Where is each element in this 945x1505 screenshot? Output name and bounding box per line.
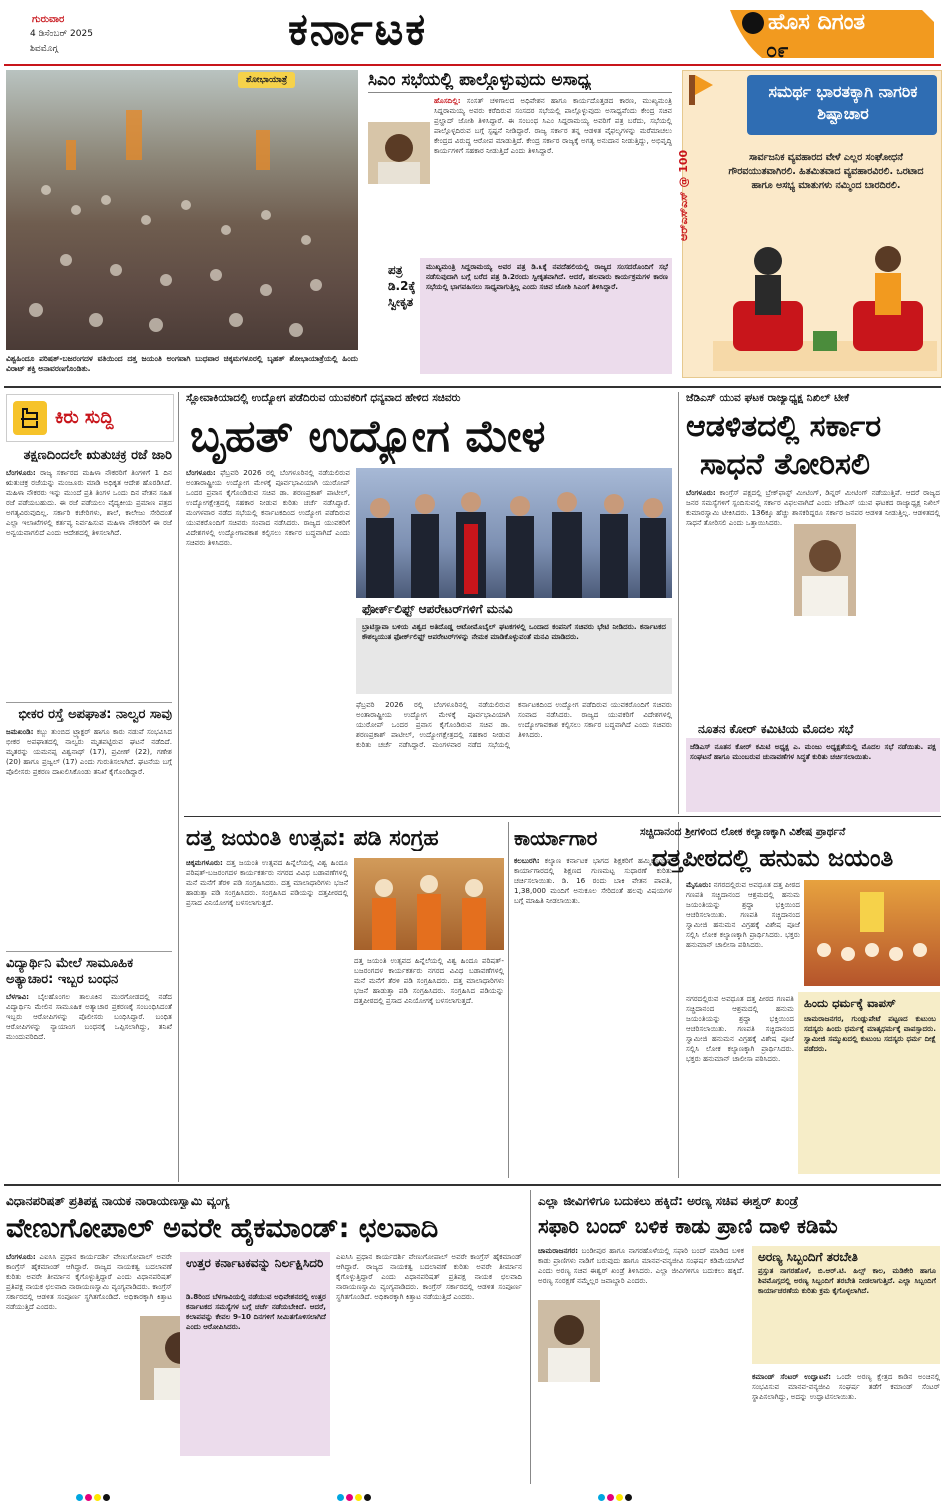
jobfair-body (186, 468, 350, 810)
jds-box-title: ನೂತನ ಕೋರ್ ಕಮಿಟಿಯ ಮೊದಲ ಸಭೆ (698, 722, 854, 736)
khandre-box1-title: ಅರಣ್ಯ ಸಿಬ್ಬಂದಿಗೆ ತರಬೇತಿ (758, 1250, 858, 1264)
cm-dateline: ಹೊಸದಿಲ್ಲಿ: (434, 96, 461, 105)
row1-rule (4, 386, 941, 388)
datta-photo (354, 858, 504, 950)
khandre-box1-body: ಪ್ರಸ್ತುತ ನಾಗರಹೊಳೆ, ಬಿ.ಆರ್.ಟಿ. ಹಿಲ್ಸ್ ಕಾಲ, ಮಡಿಕೇರಿ ಹಾಗೂ ಶಿವಮೊಗ್ಗದಲ್ಲಿ ಅರಣ್ಯ ಸಿಬ್ಬಂದಿಗೆ ತರಬೇತಿ ನೀಡಲಾಗುತ್ತಿದೆ. ಎಲ್ಲಾ ಸಿಬ್ಬಂದಿಗೆ ಕಾರ್ಯಾಚರಣೆಯ ಕುರಿತು ಕ್ರಮ ಕೈಗೊಳ್ಳಲಾಗಿದೆ. (758, 1266, 936, 1295)
karyagara-dateline: ಕಲಬುರಗಿ: (514, 856, 540, 865)
khandre-portrait (538, 1300, 600, 1382)
cm-rule (368, 92, 672, 93)
khandre-headline-2: ಸಫಾರಿ ಬಂದ್ ಬಳಿಕ ಕಾಡು ಪ್ರಾಣಿ ದಾಳಿ ಕಡಿಮೆ (538, 1214, 839, 1238)
jobfair-dateline: ಬೆಂಗಳೂರು: (186, 468, 216, 477)
bottom-rule (4, 1184, 941, 1186)
col-rule (178, 392, 179, 1182)
datta-text: ದತ್ತ ಜಯಂತಿ ಉತ್ಸವದ ಹಿನ್ನೆಲೆಯಲ್ಲಿ ವಿಶ್ವ ಹಿಂದೂ ಪರಿಷತ್-ಬಜರಂಗದಳ ಕಾರ್ಯಕರ್ತರು ನಗರದ ವಿವಿಧ ಬಡಾವಣೆಗಳಲ್ಲಿ ಮನೆ ಮನೆಗೆ ತೆರಳಿ ಪಡಿ ಸಂಗ್ರಹಿಸಿದರು. ದತ್ತ ಮಾಲಾಧಾರಿಗಳು ಭಜನೆ ಹಾಡುತ್ತಾ ಪಡಿ ಸಂಗ್ರಹಿಸಿದರು. ಸಂಗ್ರಹಿಸಿದ ಪಡಿಯನ್ನು ದತ್ತಪೀಠದಲ್ಲಿ ಪ್ರಸಾದ ವಿನಿಯೋಗಕ್ಕೆ ಬಳಸಲಾಗುತ್ತದೆ. (186, 858, 348, 907)
photo-tag: ಶೋಭಾಯಾತ್ರೆ (238, 72, 295, 88)
hanuma-box-body: ಚಾಮರಾಜನಗರ, ಗುಂಡ್ಲುಪೇಟೆ ಪಟ್ಟಣದ ಕುಟುಂಬ ಸದಸ್ಯರು ಹಿಂದು ಧರ್ಮಕ್ಕೆ ಮಾತೃಧರ್ಮಕ್ಕೆ ವಾಪಸ್ಸಾದರು. ಸ್ವಾಮೀಜಿ ಸಮ್ಮುಖದಲ್ಲಿ ಕುಟುಂಬ ಸದಸ್ಯರು ಧರ್ಮ ದೀಕ್ಷೆ ಪಡೆದರು. (804, 1014, 936, 1053)
brief-2-dateline: ಜಮಖಂಡಿ: (6, 727, 34, 736)
kirusuddi-title: ಕಿರು ಸುದ್ದಿ (55, 407, 114, 428)
diya-icon (742, 12, 764, 34)
hanuma-kicker: ಸಚ್ಚಿದಾನಂದ ಶ್ರೀಗಳಿಂದ ಲೋಕ ಕಲ್ಯಾಣಕ್ಕಾಗಿ ವಿಶೇಷ ಪ್ರಾರ್ಥನೆ (640, 826, 846, 838)
issue-day: ಗುರುವಾರ (32, 14, 65, 25)
brief-3-body (6, 992, 172, 1172)
jds-headline-2: ಸಾಧನೆ ತೋರಿಸಲಿ (700, 447, 870, 482)
procession-photo (6, 70, 358, 350)
jobfair-caption-title: ಫೋರ್ಕ್‌ಲಿಫ್ಟ್ ಆಪರೇಟರ್‌ಗಳಿಗೆ ಮನವಿ (362, 602, 513, 616)
kirusuddi-column (6, 444, 172, 1174)
mid-rule (184, 816, 941, 817)
cm-body (368, 96, 672, 254)
jds-body (686, 488, 940, 714)
jds-box-body: ಜೆಡಿಎಸ್ ನೂತನ ಕೋರ್ ಕಮಿಟಿ ಅಧ್ಯಕ್ಷ ಎ. ಮಂಜು ಅಧ್ಯಕ್ಷತೆಯಲ್ಲಿ ಮೊದಲ ಸಭೆ ನಡೆಯಿತು. ಪಕ್ಷ ಸಂಘಟನೆ ಹಾಗೂ ಮುಂಬರುವ ಚುನಾವಣೆಗಳ ಸಿದ್ಧತೆ ಕುರಿತು ಚರ್ಚಿಸಲಾಯಿತು. (690, 742, 936, 761)
masthead-rule (4, 64, 941, 66)
brief-2-text: ಕಬ್ಬು ತುಂಬಿದ ಟ್ರ್ಯಾಕ್ಟರ್ ಹಾಗೂ ಕಾರು ನಡುವೆ ಸಂಭವಿಸಿದ ಭೀಕರ ಅಪಘಾತದಲ್ಲಿ ನಾಲ್ವರು ಮೃತಪಟ್ಟಿರುವ ಘಟನೆ ನಡೆದಿದೆ. ಮೃತರನ್ನು ಯಮನಪ್ಪ ವಿಶ್ವನಾಥ್ (17), ಪ್ರವೀಣ್ (22), ಗಣೇಶ (20) ಹಾಗೂ ಪ್ರಜ್ವಲ್ (17) ಎಂದು ಗುರುತಿಸಲಾಗಿದೆ. ಘಟನೆಯ ಬಗ್ಗೆ ಪೊಲೀಸರು ಪ್ರಕರಣ ದಾಖಲಿಸಿಕೊಂಡು ತನಿಖೆ ಕೈಗೊಂಡಿದ್ದಾರೆ. (6, 727, 172, 776)
hanuma-cont-text: ನಗರದಲ್ಲಿರುವ ಅವಧೂತ ದತ್ತ ಪೀಠದ ಗಣಪತಿ ಸಚ್ಚಿದಾನಂದ ಆಶ್ರಮದಲ್ಲಿ ಹನುಮ ಜಯಂತಿಯನ್ನು ಶ್ರದ್ಧಾ ಭಕ್ತಿಯಿಂದ ಆಚರಿಸಲಾಯಿತು. ಗಣಪತಿ ಸಚ್ಚಿದಾನಂದ ಸ್ವಾಮೀಜಿ ಹನುಮನ ವಿಗ್ರಹಕ್ಕೆ ವಿಶೇಷ ಪೂಜೆ ಸಲ್ಲಿಸಿ ಲೋಕ ಕಲ್ಯಾಣಕ್ಕಾಗಿ ಪ್ರಾರ್ಥಿಸಿದರು. ಭಕ್ತರು ಹನುಮಾನ್ ಚಾಲೀಸಾ ಪಠಿಸಿದರು. (686, 994, 794, 1063)
jobfair-body-cont (356, 700, 672, 810)
jds-headline-1: ಆಡಳಿತದಲ್ಲಿ ಸರ್ಕಾರ (686, 409, 882, 444)
karyagara-body (514, 856, 672, 1176)
khandre-text: ಬಂಡೀಪುರ ಹಾಗೂ ನಾಗರಹೊಳೆಯಲ್ಲಿ ಸಫಾರಿ ಬಂದ್ ಮಾಡಿದ ಬಳಿಕ ಕಾಡು ಪ್ರಾಣಿಗಳು ನಾಡಿಗೆ ಬರುವುದು ಹಾಗೂ ಮಾನವ-ವನ್ಯಜೀವಿ ಸಂಘರ್ಷ ಕಡಿಮೆಯಾಗಿದೆ ಎಂದು ಅರಣ್ಯ ಸಚಿವ ಈಶ್ವರ್ ಖಂಡ್ರೆ ತಿಳಿಸಿದರು. ಎಲ್ಲಾ ಜೀವಿಗಳಿಗೂ ಬದುಕಲು ಹಕ್ಕಿದೆ. ಅರಣ್ಯ ಸಂರಕ್ಷಣೆ ನಮ್ಮೆಲ್ಲರ ಜವಾಬ್ದಾರಿ ಎಂದರು. (538, 1246, 744, 1285)
masthead (0, 0, 945, 64)
letter-box-body: ಮುಖ್ಯಮಂತ್ರಿ ಸಿದ್ದರಾಮಯ್ಯ ಅವರ ಪತ್ರ ಡಿ.೩ಕ್ಕೆ ನವದೆಹಲಿಯಲ್ಲಿ ರಾಜ್ಯದ ಸಂಸದರೊಂದಿಗೆ ಸಭೆ ನಡೆಸುವುದಾಗಿ ಬಗ್ಗೆ ಬರೆದ ಪತ್ರ ಡಿ.2ರಂದು ಸ್ವೀಕೃತವಾಗಿದೆ. ಆದರೆ, ಹಲವಾರು ಕಾರ್ಯಕ್ರಮಗಳ ಕಾರಣ ಸಭೆಯಲ್ಲಿ ಭಾಗವಹಿಸಲು ಸಾಧ್ಯವಾಗುತ್ತಿಲ್ಲ ಎಂದು ಸಚಿವ ಜೋಶಿ ಸಿಎಂಗೆ ತಿಳಿಸಿದ್ದಾರೆ. (426, 262, 668, 291)
khandre-box2 (752, 1372, 940, 1484)
brief-3-dateline: ಬೆಳಗಾವಿ: (6, 992, 30, 1001)
jds-dateline: ಬೆಂಗಳೂರು: (686, 488, 716, 497)
hanuma-text: ನಗರದಲ್ಲಿರುವ ಅವಧೂತ ದತ್ತ ಪೀಠದ ಗಣಪತಿ ಸಚ್ಚಿದಾನಂದ ಆಶ್ರಮದಲ್ಲಿ ಹನುಮ ಜಯಂತಿಯನ್ನು ಶ್ರದ್ಧಾ ಭಕ್ತಿಯಿಂದ ಆಚರಿಸಲಾಯಿತು. ಗಣಪತಿ ಸಚ್ಚಿದಾನಂದ ಸ್ವಾಮೀಜಿ ಹನುಮನ ವಿಗ್ರಹಕ್ಕೆ ವಿಶೇಷ ಪೂಜೆ ಸಲ್ಲಿಸಿ ಲೋಕ ಕಲ್ಯಾಣಕ್ಕಾಗಿ ಪ್ರಾರ್ಥಿಸಿದರು. ಭಕ್ತರು ಹನುಮಾನ್ ಚಾಲೀಸಾ ಪಠಿಸಿದರು. (686, 880, 800, 949)
paper-name: ಹೊಸ ದಿಗಂತ (768, 10, 866, 35)
brief-1-dateline: ಬೆಂಗಳೂರು: (6, 468, 36, 477)
jobfair-caption-body: ಬ್ರಾಟಿಸ್ಲಾವಾ ಬಳಿಯ ವಿಶ್ವದ ಅತಿದೊಡ್ಡ ಆಟೋಮೊಬೈಲ್ ಘಟಕಗಳಲ್ಲಿ ಒಂದಾದ ಕಂಪನಿಗೆ ಸಚಿವರು ಭೇಟಿ ನೀಡಿದರು. ಕರ್ನಾಟಕದ ಕೌಶಲ್ಯಯುತ ಫೋರ್ಕ್‌ಲಿಫ್ಟ್ ಆಪರೇಟರ್‌ಗಳನ್ನು ನೇಮಕ ಮಾಡಿಕೊಳ್ಳುವಂತೆ ಮನವಿ ಮಾಡಿದರು. (362, 622, 666, 641)
photo-caption: ವಿಶ್ವಹಿಂದೂ ಪರಿಷತ್-ಬಜರಂಗದಳ ವತಿಯಿಂದ ದತ್ತ ಜಯಂತಿ ಅಂಗವಾಗಿ ಬುಧವಾರ ಚಿಕ್ಕಮಗಳೂರಲ್ಲಿ ಬೃಹತ್ ಶೋಭಾಯಾತ್ರೆಯಲ್ಲಿ ಹಿಂದು ವಿರಾಟ್ ಶಕ್ತಿ ಅನಾವರಣಗೊಂಡಿತು. (6, 354, 358, 373)
issue-date: 4 ಡಿಸೆಂಬರ್ 2025 (30, 29, 93, 39)
hanuma-body-2 (686, 994, 794, 1174)
ad-headline: ಸಮರ್ಥ ಭಾರತಕ್ಕಾಗಿ ನಾಗರಿಕ ಶಿಷ್ಟಾಚಾರ (768, 82, 918, 123)
venugopal-body-cont (336, 1252, 522, 1484)
brief-3-text: ಬೈಲಹೊಂಗಲ ತಾಲೂಕಿನ ಮುರಗೋಡದಲ್ಲಿ ನಡೆದ ವಿದ್ಯಾರ್ಥಿನಿ ಮೇಲಿನ ಸಾಮೂಹಿಕ ಅತ್ಯಾಚಾರ ಪ್ರಕರಣಕ್ಕೆ ಸಂಬಂಧಿಸಿದಂತೆ ಇಬ್ಬರು ಆರೋಪಿಗಳನ್ನು ಪೊಲೀಸರು ಬಂಧಿಸಿದ್ದಾರೆ. ಬಂಧಿತ ಆರೋಪಿಗಳನ್ನು ನ್ಯಾಯಾಂಗ ಬಂಧನಕ್ಕೆ ಒಪ್ಪಿಸಲಾಗಿದ್ದು, ತನಿಖೆ ಮುಂದುವರಿದಿದೆ. (6, 992, 172, 1041)
col-rule (530, 1190, 531, 1484)
letter-box-title: ಪತ್ರ ಡಿ.2ಕ್ಕೆ ಸ್ವೀಕೃತ (388, 263, 416, 309)
khandre-dateline: ಚಾಮರಾಜನಗರ: (538, 1246, 579, 1255)
brief-3-title: ವಿದ್ಯಾರ್ಥಿನಿ ಮೇಲೆ ಸಾಮೂಹಿಕ ಅತ್ಯಾಚಾರ: ಇಬ್ಬರ ಬಂಧನ (6, 956, 134, 987)
civic-ad (677, 70, 942, 378)
brief-1-text: ರಾಜ್ಯ ಸರ್ಕಾರದ ಮಹಿಳಾ ನೌಕರರಿಗೆ ತಿಂಗಳಿಗೆ 1 ದಿನ ಋತುಚಕ್ರ ರಜೆಯನ್ನು ಮಂಜೂರು ಮಾಡಿ ಅಧಿಕೃತ ಆದೇಶ ಹೊರಡಿಸಿದೆ. ಮಹಿಳಾ ನೌಕರರು ಇನ್ನು ಮುಂದೆ ಪ್ರತಿ ತಿಂಗಳ ಒಂದು ದಿನ ವೇತನ ಸಹಿತ ರಜೆ ಪಡೆಯಬಹುದು. ಈ ರಜೆ ಪಡೆಯಲು ವೈದ್ಯಕೀಯ ಪ್ರಮಾಣ ಪತ್ರದ ಅಗತ್ಯವಿರುವುದಿಲ್ಲ. ಸರ್ಕಾರಿ ಕಚೇರಿಗಳು, ಶಾಲೆ, ಕಾಲೇಜು ಸೇರಿದಂತೆ ಎಲ್ಲಾ ಇಲಾಖೆಗಳಲ್ಲಿ ಕರ್ತವ್ಯ ನಿರ್ವಹಿಸುವ ಮಹಿಳಾ ನೌಕರರಿಗೆ ಈ ರಜೆ ಅನ್ವಯವಾಗಲಿದೆ ಎಂದು ಆದೇಶದಲ್ಲಿ ತಿಳಿಸಲಾಗಿದೆ. (6, 468, 172, 537)
jds-kicker: ಜೆಡಿಎಸ್ ಯುವ ಘಟಕ ರಾಜ್ಯಾಧ್ಯಕ್ಷ ನಿಖಿಲ್ ಟೀಕೆ (686, 392, 850, 404)
paper-logo (722, 2, 937, 62)
venugopal-kicker: ವಿಧಾನಪರಿಷತ್ ಪ್ರತಿಪಕ್ಷ ನಾಯಕ ನಾರಾಯಣಸ್ವಾಮಿ ವ್ಯಂಗ್ಯ (6, 1194, 230, 1208)
jobfair-text: ಫೆಬ್ರವರಿ 2026 ರಲ್ಲಿ ಬೆಂಗಳೂರಿನಲ್ಲಿ ನಡೆಯಲಿರುವ ಅಂತಾರಾಷ್ಟ್ರೀಯ ಉದ್ಯೋಗ ಮೇಳಕ್ಕೆ ಪೂರ್ವಭಾವಿಯಾಗಿ ಯುರೋಪ್ ಒಂದರ ಪ್ರವಾಸ ಕೈಗೊಂಡಿರುವ ಸಚಿವ ಡಾ. ಶರಣಪ್ರಕಾಶ್ ಪಾಟೀಲ್, ಉದ್ಯೋಗಕ್ಷೇತ್ರದಲ್ಲಿ ಸಹಕಾರ ನೀಡುವ ಕುರಿತು ಚರ್ಚೆ ನಡೆಸಿದ್ದಾರೆ. ಮಂಗಳವಾರ ನಡೆದ ಸಭೆಯಲ್ಲಿ ಕರ್ನಾಟಕದಿಂದ ಉದ್ಯೋಗ ಪಡೆದಿರುವ ಯುವಕರೊಂದಿಗೆ ಸಚಿವರು ಸಂವಾದ ನಡೆಸಿದರು. ರಾಜ್ಯದ ಯುವಕರಿಗೆ ವಿದೇಶಗಳಲ್ಲಿ ಉದ್ಯೋಗಾವಕಾಶ ಕಲ್ಪಿಸಲು ಸರ್ಕಾರ ಬದ್ಧವಾಗಿದೆ ಎಂದು ಸಚಿವರು ತಿಳಿಸಿದರು. (186, 468, 350, 547)
cm-headline: ಸಿಎಂ ಸಭೆಯಲ್ಲಿ ಪಾಲ್ಗೊಳ್ಳುವುದು ಅಸಾಧ್ಯ (368, 70, 591, 90)
ad-vertical-label: ಆರ್‌ಎಸ್‌ಎಸ್ @ 100 (677, 149, 690, 241)
brief-1-title: ತಕ್ಷಣದಿಂದಲೇ ಋತುಚಕ್ರ ರಜೆ ಜಾರಿ (23, 448, 172, 463)
issue-city: ಶಿವಮೊಗ್ಗ (30, 44, 58, 54)
jobfair-cont-text: ಫೆಬ್ರವರಿ 2026 ರಲ್ಲಿ ಬೆಂಗಳೂರಿನಲ್ಲಿ ನಡೆಯಲಿರುವ ಅಂತಾರಾಷ್ಟ್ರೀಯ ಉದ್ಯೋಗ ಮೇಳಕ್ಕೆ ಪೂರ್ವಭಾವಿಯಾಗಿ ಯುರೋಪ್ ಒಂದರ ಪ್ರವಾಸ ಕೈಗೊಂಡಿರುವ ಸಚಿವ ಡಾ. ಶರಣಪ್ರಕಾಶ್ ಪಾಟೀಲ್, ಉದ್ಯೋಗಕ್ಷೇತ್ರದಲ್ಲಿ ಸಹಕಾರ ನೀಡುವ ಕುರಿತು ಚರ್ಚೆ ನಡೆಸಿದ್ದಾರೆ. ಮಂಗಳವಾರ ನಡೆದ ಸಭೆಯಲ್ಲಿ ಕರ್ನಾಟಕದಿಂದ ಉದ್ಯೋಗ ಪಡೆದಿರುವ ಯುವಕರೊಂದಿಗೆ ಸಚಿವರು ಸಂವಾದ ನಡೆಸಿದರು. ರಾಜ್ಯದ ಯುವಕರಿಗೆ ವಿದೇಶಗಳಲ್ಲಿ ಉದ್ಯೋಗಾವಕಾಶ ಕಲ್ಪಿಸಲು ಸರ್ಕಾರ ಬದ್ಧವಾಗಿದೆ ಎಂದು ಸಚಿವರು ತಿಳಿಸಿದರು. (356, 700, 672, 749)
hanuma-body (686, 880, 800, 990)
hanuma-dateline: ಮೈಸೂರು: (686, 880, 712, 889)
khandre-headline-1: ಎಲ್ಲಾ ಜೀವಿಗಳಿಗೂ ಬದುಕಲು ಹಕ್ಕಿದೆ: ಅರಣ್ಯ ಸಚಿವ ಈಶ್ವರ್ ಖಂಡ್ರೆ (538, 1194, 799, 1208)
datta-body-cont (354, 956, 504, 1176)
karyagara-headline: ಕಾರ್ಯಾಗಾರ (514, 826, 598, 850)
jobfair-headline: ಬೃಹತ್ ಉದ್ಯೋಗ ಮೇಳ (190, 411, 546, 462)
khandre-box2-title: ಕಮಾಂಡ್ ಸೆಂಟರ್ ಉದ್ಘಾಟನೆ: (752, 1372, 831, 1381)
karyagara-text: ಕಲ್ಯಾಣ ಕರ್ನಾಟಕ ಭಾಗದ ಶಿಕ್ಷಕರಿಗೆ ಹಮ್ಮಿಕೊಂಡಿದ್ದ ಕಾರ್ಯಾಗಾರದಲ್ಲಿ ಶಿಕ್ಷಣದ ಗುಣಮಟ್ಟ ಸುಧಾರಣೆ ಕುರಿತು ಚರ್ಚಿಸಲಾಯಿತು. ಡಿ. 16 ರಂದು ಬಾಕಿ ವೇತನ ಪಾವತಿ, 1,38,000 ಮಂದಿಗೆ ಅನುಕೂಲ ಸೇರಿದಂತೆ ಹಲವು ವಿಷಯಗಳ ಬಗ್ಗೆ ಮಾಹಿತಿ ನೀಡಲಾಯಿತು. (514, 856, 672, 905)
datta-cont-text: ದತ್ತ ಜಯಂತಿ ಉತ್ಸವದ ಹಿನ್ನೆಲೆಯಲ್ಲಿ ವಿಶ್ವ ಹಿಂದೂ ಪರಿಷತ್-ಬಜರಂಗದಳ ಕಾರ್ಯಕರ್ತರು ನಗರದ ವಿವಿಧ ಬಡಾವಣೆಗಳಲ್ಲಿ ಮನೆ ಮನೆಗೆ ತೆರಳಿ ಪಡಿ ಸಂಗ್ರಹಿಸಿದರು. ದತ್ತ ಮಾಲಾಧಾರಿಗಳು ಭಜನೆ ಹಾಡುತ್ತಾ ಪಡಿ ಸಂಗ್ರಹಿಸಿದರು. ಸಂಗ್ರಹಿಸಿದ ಪಡಿಯನ್ನು ದತ್ತಪೀಠದಲ್ಲಿ ಪ್ರಸಾದ ವಿನಿಯೋಗಕ್ಕೆ ಬಳಸಲಾಗುತ್ತದೆ. (354, 956, 504, 1005)
brief-2-body (6, 727, 172, 947)
ad-message: ಸಾರ್ವಜನಿಕ ವ್ಯವಹಾರದ ವೇಳೆ ಎಲ್ಲರ ಸಂಘೋಧನೆ ಗೌರವಯುತವಾಗಿರಲಿ. ಹಿತಮಿತವಾದ ವ್ಯವಹಾರವಿರಲಿ. ಒರಟಾದ ಹಾಗೂ ಅಸಭ್ಯ ಮಾತುಗಳು ನಮ್ಮಿಂದ ಬಾರದಿರಲಿ. (728, 152, 924, 191)
venugopal-dateline: ಬೆಂಗಳೂರು: (6, 1252, 36, 1261)
brief-1-body (6, 468, 172, 698)
flag-cloth (695, 75, 713, 95)
venugopal-text: ಎಐಸಿಸಿ ಪ್ರಧಾನ ಕಾರ್ಯದರ್ಶಿ ವೇಣುಗೋಪಾಲ್ ಅವರೇ ಕಾಂಗ್ರೆಸ್ ಹೈಕಮಾಂಡ್ ಆಗಿದ್ದಾರೆ. ರಾಜ್ಯದ ನಾಯಕತ್ವ ಬದಲಾವಣೆ ಕುರಿತು ಅವರೇ ತೀರ್ಮಾನ ಕೈಗೊಳ್ಳುತ್ತಿದ್ದಾರೆ ಎಂದು ವಿಧಾನಪರಿಷತ್ ಪ್ರತಿಪಕ್ಷ ನಾಯಕ ಛಲವಾದಿ ನಾರಾಯಣಸ್ವಾಮಿ ವ್ಯಂಗ್ಯವಾಡಿದರು. ಕಾಂಗ್ರೆಸ್ ಸರ್ಕಾರದಲ್ಲಿ ಆಡಳಿತ ಸಂಪೂರ್ಣ ಸ್ಥಗಿತಗೊಂಡಿದೆ. ಅಧಿಕಾರಕ್ಕಾಗಿ ಕಿತ್ತಾಟ ನಡೆಯುತ್ತಿದೆ ಎಂದರು. (6, 1252, 172, 1311)
cm-body-text: ಸಂಸತ್ ಚಳಿಗಾಲದ ಅಧಿವೇಶನ ಹಾಗೂ ಕಾರ್ಯದೊತ್ತಡದ ಕಾರಣ, ಮುಖ್ಯಮಂತ್ರಿ ಸಿದ್ದರಾಮಯ್ಯ ಅವರು ಕರೆದಿರುವ ಸಂಸದರ ಸಭೆಯಲ್ಲಿ ಪಾಲ್ಗೊಳ್ಳುವುದು ಅಸಾಧ್ಯವೆಂದು ಕೇಂದ್ರ ಸಚಿವ ಪ್ರಲ್ಹಾದ್ ಜೋಶಿ ತಿಳಿಸಿದ್ದಾರೆ. ಈ ಸಂಬಂಧ ಸಿಎಂ ಸಿದ್ದರಾಮಯ್ಯ ಅವರಿಗೆ ಪತ್ರ ಬರೆದು, ಸಭೆಯಲ್ಲಿ ಪಾಲ್ಗೊಳ್ಳದಿರುವ ಬಗ್ಗೆ ಸ್ಪಷ್ಟನೆ ನೀಡಿದ್ದಾರೆ. ರಾಜ್ಯ ಸರ್ಕಾರ ತನ್ನ ಆಡಳಿತ ವೈಫಲ್ಯಗಳನ್ನು ಮರೆಮಾಚಲು ಕೇಂದ್ರದ ವಿರುದ್ಧ ಆರೋಪ ಮಾಡುತ್ತಿದೆ. ಕೇಂದ್ರ ಸರ್ಕಾರ ರಾಜ್ಯಕ್ಕೆ ಅಗತ್ಯ ಅನುದಾನ ನೀಡುತ್ತಿದ್ದು, ಅಭಿವೃದ್ಧಿ ಕಾರ್ಯಗಳಿಗೆ ಸಹಕಾರ ನೀಡುತ್ತಿದೆ ಎಂದು ತಿಳಿಸಿದ್ದಾರೆ. (434, 96, 672, 155)
pointing-hand-icon (13, 401, 47, 435)
brief-divider (6, 951, 172, 952)
col-rule (678, 822, 679, 1178)
page-number: ೦೯ (766, 38, 789, 62)
venugopal-box-body: ಡಿ.8ರಿಂದ ಬೆಳಗಾವಿಯಲ್ಲಿ ನಡೆಯುವ ಅಧಿವೇಶನದಲ್ಲಿ ಉತ್ತರ ಕರ್ನಾಟಕದ ಸಮಸ್ಯೆಗಳ ಬಗ್ಗೆ ಚರ್ಚೆ ನಡೆಯಬೇಕಿದೆ. ಆದರೆ, ಕಲಾಪವನ್ನು ಕೇವಲ 9-10 ದಿನಗಳಿಗೆ ಸೀಮಿತಗೊಳಿಸಲಾಗಿದೆ ಎಂದು ಆರೋಪಿಸಿದರು. (186, 1292, 326, 1331)
ad-illustration (713, 221, 937, 371)
section-title: ಕರ್ನಾಟಕ (288, 4, 428, 55)
col-rule (508, 822, 509, 1178)
registration-marks (76, 1486, 876, 1494)
datta-dateline: ಚಿಕ್ಕಮಗಳೂರು: (186, 858, 223, 867)
col-rule (678, 392, 679, 814)
venugopal-box-title: ಉತ್ತರ ಕರ್ನಾಟಕವನ್ನು ನಿರ್ಲಕ್ಷಿಸಿದರಿ (186, 1256, 324, 1270)
hanuma-photo (804, 880, 940, 986)
jobfair-photo (356, 468, 672, 598)
kirusuddi-brand-box (6, 394, 174, 442)
datta-body (186, 858, 348, 1176)
venugopal-cont-text: ಎಐಸಿಸಿ ಪ್ರಧಾನ ಕಾರ್ಯದರ್ಶಿ ವೇಣುಗೋಪಾಲ್ ಅವರೇ ಕಾಂಗ್ರೆಸ್ ಹೈಕಮಾಂಡ್ ಆಗಿದ್ದಾರೆ. ರಾಜ್ಯದ ನಾಯಕತ್ವ ಬದಲಾವಣೆ ಕುರಿತು ಅವರೇ ತೀರ್ಮಾನ ಕೈಗೊಳ್ಳುತ್ತಿದ್ದಾರೆ ಎಂದು ವಿಧಾನಪರಿಷತ್ ಪ್ರತಿಪಕ್ಷ ನಾಯಕ ಛಲವಾದಿ ನಾರಾಯಣಸ್ವಾಮಿ ವ್ಯಂಗ್ಯವಾಡಿದರು. ಕಾಂಗ್ರೆಸ್ ಸರ್ಕಾರದಲ್ಲಿ ಆಡಳಿತ ಸಂಪೂರ್ಣ ಸ್ಥಗಿತಗೊಂಡಿದೆ. ಅಧಿಕಾರಕ್ಕಾಗಿ ಕಿತ್ತಾಟ ನಡೆಯುತ್ತಿದೆ ಎಂದರು. (336, 1252, 522, 1301)
jds-text: ಕಾಂಗ್ರೆಸ್ ಪಕ್ಷದಲ್ಲಿ ಬ್ರೇಕ್‌ಫಾಸ್ಟ್ ಮೀಟಿಂಗ್, ಡಿನ್ನರ್ ಮೀಟಿಂಗ್ ನಡೆಯುತ್ತಿವೆ. ಆದರೆ ರಾಜ್ಯದ ಜನರ ಸಮಸ್ಯೆಗಳಿಗೆ ಸ್ಪಂದಿಸುವಲ್ಲಿ ಸರ್ಕಾರ ವಿಫಲವಾಗಿದೆ ಎಂದು ಜೆಡಿಎಸ್ ಯುವ ಘಟಕದ ರಾಜ್ಯಾಧ್ಯಕ್ಷ ನಿಖಿಲ್ ಕುಮಾರಸ್ವಾಮಿ ಟೀಕಿಸಿದರು. 136ಕ್ಕೂ ಹೆಚ್ಚು ಶಾಸಕರಿದ್ದರೂ ಸರ್ಕಾರ ಜನಪರ ಆಡಳಿತ ನೀಡುತ್ತಿಲ್ಲ. ಆಡಳಿತದಲ್ಲಿ ಸಾಧನೆ ತೋರಿಸಲಿ ಎಂದು ಒತ್ತಾಯಿಸಿದರು. (686, 488, 940, 527)
hanuma-box-title: ಹಿಂದು ಧರ್ಮಕ್ಕೆ ವಾಪಸ್ (804, 996, 896, 1010)
khandre-box2-body: ಒಂದೇ ಅರಣ್ಯ ಕ್ಷೇತ್ರದ ಕಾಡಿನ ಅಂಚಿನಲ್ಲಿ ಸಂಭವಿಸುವ ಮಾನವ-ವನ್ಯಜೀವಿ ಸಂಘರ್ಷ ತಡೆಗೆ ಕಮಾಂಡ್ ಸೆಂಟರ್ ಸ್ಥಾಪಿಸಲಾಗಿದ್ದು, ಅದನ್ನು ಉದ್ಘಾಟಿಸಲಾಯಿತು. (752, 1372, 940, 1401)
datta-headline: ದತ್ತ ಜಯಂತಿ ಉತ್ಸವ: ಪಡಿ ಸಂಗ್ರಹ (186, 826, 439, 851)
hanuma-headline: ದತ್ತಪೀಠದಲ್ಲಿ ಹನುಮ ಜಯಂತಿ (652, 844, 894, 872)
venugopal-headline: ವೇಣುಗೋಪಾಲ್ ಅವರೇ ಹೈಕಮಾಂಡ್: ಛಲವಾದಿ (6, 1213, 439, 1244)
brief-2-title: ಭೀಕರ ರಸ್ತೆ ಅಪಘಾತ: ನಾಲ್ವರ ಸಾವು (18, 707, 172, 722)
jobfair-kicker: ಸ್ಲೋವಾಕಿಯಾದಲ್ಲಿ ಉದ್ಯೋಗ ಪಡೆದಿರುವ ಯುವಕರಿಗೆ ಧನ್ಯವಾದ ಹೇಳಿದ ಸಚಿವರು (186, 392, 461, 404)
brief-divider (6, 702, 172, 703)
